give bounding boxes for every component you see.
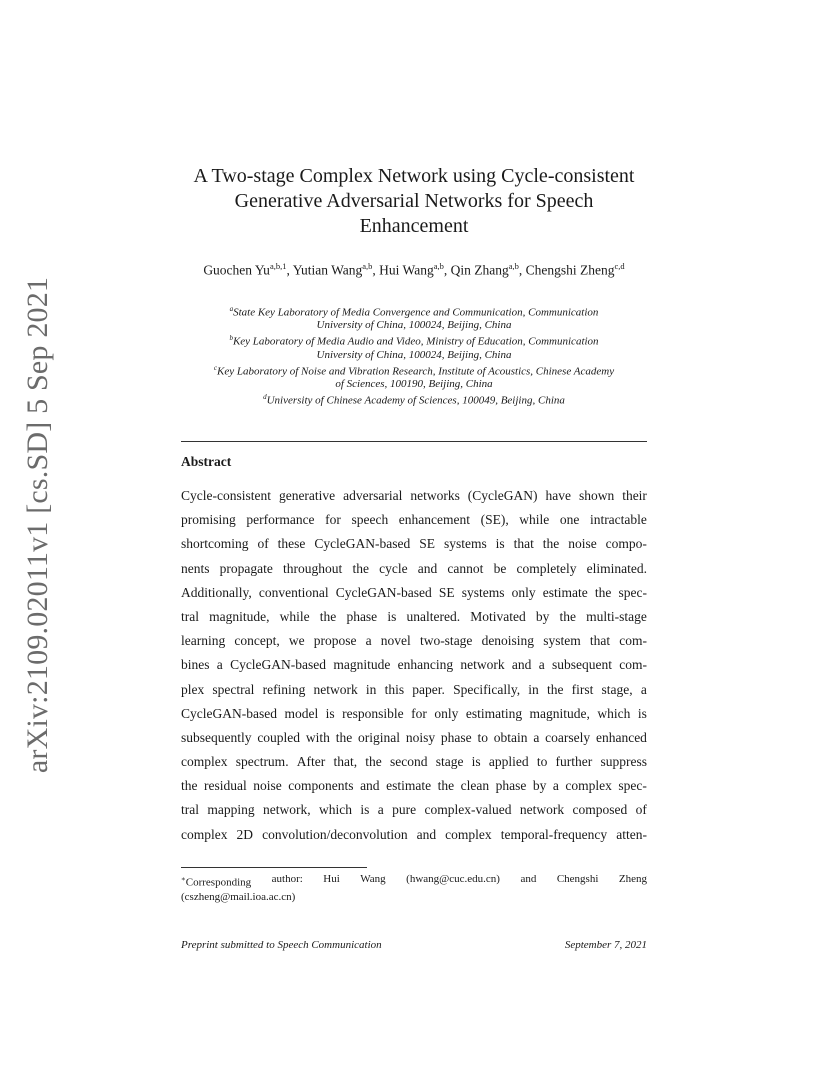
author-affiliation-mark: a,b,1 bbox=[269, 261, 287, 271]
abstract-word: that bbox=[589, 633, 611, 649]
abstract-word: a bbox=[365, 633, 372, 649]
abstract-line bbox=[181, 508, 647, 532]
abstract-word: the bbox=[319, 608, 337, 624]
affiliation-mark: c bbox=[213, 363, 218, 372]
abstract-word: eliminated. bbox=[586, 560, 647, 576]
abstract-line bbox=[181, 750, 647, 774]
abstract-line bbox=[181, 557, 647, 581]
affiliation-mark: d bbox=[263, 392, 267, 401]
footnote-word: Wang bbox=[360, 873, 386, 885]
abstract-word: subsequently bbox=[181, 729, 252, 745]
abstract-line bbox=[181, 484, 647, 508]
abstract-word: and bbox=[417, 560, 438, 576]
abstract-word: spec- bbox=[618, 778, 647, 794]
abstract-line bbox=[181, 774, 647, 798]
abstract-word: the bbox=[594, 584, 612, 600]
footnote-word: and bbox=[520, 873, 537, 885]
abstract-word: a bbox=[377, 802, 384, 818]
abstract-word: the bbox=[542, 536, 560, 552]
abstract-word: mapping bbox=[207, 802, 255, 818]
abstract-word: the bbox=[335, 729, 353, 745]
abstract-word: is bbox=[360, 802, 370, 818]
footnote-mark: ∗ bbox=[181, 875, 186, 883]
abstract-word: nents bbox=[181, 560, 210, 576]
abstract-word: Specifically, bbox=[453, 681, 521, 697]
abstract-word: CycleGAN-based bbox=[181, 705, 277, 721]
affiliation-c bbox=[178, 362, 650, 378]
footnote-word: Zheng bbox=[618, 873, 647, 885]
abstract-word: network, bbox=[263, 802, 311, 818]
author-affiliation-mark: a,b bbox=[508, 261, 519, 271]
abstract-word: compo- bbox=[605, 536, 647, 552]
footnote-word: Chengshi bbox=[556, 873, 599, 885]
abstract-word: coarsely bbox=[545, 729, 591, 745]
abstract-word: enhancement bbox=[398, 512, 470, 528]
abstract-word: atten- bbox=[616, 826, 647, 842]
affiliation-text: Key Laboratory of Media Audio and Video, Ministry of Education, Communication bbox=[232, 335, 599, 348]
abstract-word: concept, bbox=[234, 633, 280, 649]
abstract-word: systems bbox=[443, 536, 487, 552]
author-name: Hui Wang bbox=[379, 262, 434, 278]
abstract-line bbox=[181, 532, 647, 556]
page-footer bbox=[181, 939, 647, 951]
abstract-word: this bbox=[384, 681, 405, 697]
abstract-word: in bbox=[528, 681, 539, 697]
abstract-word: (CycleGAN) bbox=[467, 488, 538, 503]
abstract-word: enhanced bbox=[595, 729, 647, 745]
abstract-word: paper. bbox=[412, 681, 445, 697]
abstract-word: subsequent bbox=[551, 657, 612, 673]
abstract-word: magnitude, bbox=[209, 608, 270, 624]
abstract-word: composed bbox=[572, 802, 628, 818]
abstract-line bbox=[181, 823, 647, 847]
abstract-word: magnitude, bbox=[529, 705, 590, 721]
abstract-word: is bbox=[637, 705, 647, 721]
abstract-word: adversarial bbox=[343, 488, 403, 503]
affiliation-text: Key Laboratory of Noise and Vibration Research, Institute of Acoustics, Chinese Academy bbox=[217, 365, 615, 378]
abstract-word: propose bbox=[313, 633, 357, 649]
abstract-word: these bbox=[277, 536, 306, 552]
abstract-word: a bbox=[640, 681, 647, 697]
footnote bbox=[181, 872, 647, 904]
abstract-word: tral bbox=[181, 802, 199, 818]
paper-title bbox=[150, 164, 678, 239]
abstract-word: shortcoming bbox=[181, 536, 249, 552]
title-line: Generative Adversarial Networks for Speech bbox=[234, 190, 594, 212]
abstract-word: bines bbox=[181, 657, 210, 673]
abstract-word: noisy bbox=[405, 729, 436, 745]
abstract-word: plex bbox=[181, 681, 205, 697]
abstract-word: propagate bbox=[219, 560, 273, 576]
abstract-word: two-stage bbox=[419, 633, 473, 649]
abstract-word: cycle bbox=[379, 560, 408, 576]
abstract-word: shown bbox=[578, 488, 615, 503]
abstract-word: complex bbox=[181, 754, 228, 770]
abstract-word: further bbox=[555, 754, 593, 770]
abstract-word: complex bbox=[181, 826, 228, 842]
author-list bbox=[180, 257, 648, 280]
footnote-word: Hui bbox=[323, 873, 340, 885]
affiliation-list bbox=[178, 303, 650, 407]
abstract-word: magnitude bbox=[333, 657, 391, 673]
abstract-word: components bbox=[288, 778, 354, 794]
abstract-word: completely bbox=[516, 560, 577, 576]
abstract-word: network bbox=[313, 681, 358, 697]
title-line: A Two-stage Complex Network using Cycle-consistent bbox=[193, 165, 635, 187]
abstract-word: phase bbox=[346, 608, 378, 624]
abstract-word: SE bbox=[419, 536, 435, 552]
abstract-word: which bbox=[597, 705, 631, 721]
abstract-word: cannot bbox=[447, 560, 484, 576]
affiliation-text: University of Chinese Academy of Sciences, 100049, Beijing, China bbox=[266, 394, 565, 407]
abstract-word: SE bbox=[438, 584, 455, 600]
abstract-word: spectrum. bbox=[235, 754, 289, 770]
abstract-word: residual bbox=[204, 778, 247, 794]
abstract-word: by bbox=[535, 608, 550, 624]
footnote-line bbox=[181, 872, 647, 890]
abstract-word: complex bbox=[445, 826, 492, 842]
abstract-word: Additionally, bbox=[181, 584, 252, 600]
abstract-word: the bbox=[559, 608, 577, 624]
abstract-word: by bbox=[532, 778, 547, 794]
abstract-word: only bbox=[434, 705, 459, 721]
abstract-line bbox=[181, 605, 647, 629]
abstract-word: complex-valued bbox=[424, 802, 512, 818]
abstract-word: responsible bbox=[342, 705, 404, 721]
abstract-body bbox=[181, 484, 647, 847]
abstract-word: intractable bbox=[589, 512, 647, 528]
footnote-divider bbox=[181, 867, 367, 868]
abstract-word: and bbox=[511, 657, 532, 673]
abstract-word: spec- bbox=[618, 584, 647, 600]
abstract-word: we bbox=[288, 633, 305, 649]
abstract-word: and bbox=[360, 778, 380, 794]
abstract-word: the bbox=[437, 778, 455, 794]
abstract-word: be bbox=[493, 560, 507, 576]
affiliation-text: State Key Laboratory of Media Convergence and Communication, Communication bbox=[233, 306, 599, 319]
abstract-word: Motivated bbox=[470, 608, 526, 624]
abstract-word: com- bbox=[619, 633, 647, 649]
abstract-word: have bbox=[545, 488, 571, 503]
abstract-word: model bbox=[284, 705, 319, 721]
abstract-word: spectral bbox=[212, 681, 255, 697]
author-separator: , bbox=[518, 262, 526, 278]
abstract-word: learning bbox=[181, 633, 226, 649]
abstract-word: promising bbox=[181, 512, 236, 528]
abstract-word: phase bbox=[495, 778, 527, 794]
abstract-word: CycleGAN-based bbox=[314, 536, 411, 552]
abstract-word: 2D bbox=[236, 826, 254, 842]
abstract-word: After bbox=[296, 754, 326, 770]
abstract-word: speech bbox=[351, 512, 389, 528]
arxiv-id-text: arXiv:2109.02011v1 [cs.SD] 5 Sep 2021 bbox=[21, 276, 54, 774]
abstract-word: while bbox=[279, 608, 310, 624]
affiliation-a bbox=[178, 303, 650, 319]
abstract-word: and bbox=[416, 826, 437, 842]
abstract-word: unaltered. bbox=[406, 608, 461, 624]
abstract-word: Cycle-consistent bbox=[181, 488, 271, 503]
affiliation-b bbox=[178, 332, 650, 348]
author-affiliation-mark: a,b bbox=[362, 261, 373, 271]
abstract-word: networks bbox=[410, 488, 460, 503]
abstract-word: estimate bbox=[542, 584, 588, 600]
abstract-word: conventional bbox=[258, 584, 329, 600]
abstract-word: in bbox=[365, 681, 377, 697]
abstract-line bbox=[181, 702, 647, 726]
abstract-word: a bbox=[538, 657, 545, 673]
abstract-word: novel bbox=[380, 633, 411, 649]
abstract-word: a bbox=[533, 729, 540, 745]
affiliation-c-cont: of Sciences, 100190, Beijing, China bbox=[335, 377, 493, 390]
affiliation-a-cont: University of China, 100024, Beijing, China bbox=[316, 319, 512, 332]
abstract-word: multi-stage bbox=[586, 608, 647, 624]
abstract-word: generative bbox=[278, 488, 336, 503]
abstract-word: the bbox=[365, 754, 382, 770]
author-affiliation-mark: a,b bbox=[433, 261, 444, 271]
abstract-word: the bbox=[546, 681, 564, 697]
abstract-word: systems bbox=[461, 584, 505, 600]
abstract-word: (SE), bbox=[480, 512, 509, 528]
abstract-word: CycleGAN-based bbox=[335, 584, 432, 600]
abstract-word: the bbox=[352, 560, 369, 576]
abstract-word: for bbox=[411, 705, 427, 721]
abstract-word: that bbox=[513, 536, 534, 552]
abstract-word: applied bbox=[488, 754, 529, 770]
abstract-word: clean bbox=[460, 778, 490, 794]
abstract-word: stage, bbox=[601, 681, 633, 697]
abstract-word: which bbox=[319, 802, 352, 818]
abstract-word: tral bbox=[181, 608, 199, 624]
abstract-heading: Abstract bbox=[181, 454, 232, 469]
abstract-word: throughout bbox=[283, 560, 343, 576]
footnote-word: author: bbox=[271, 873, 303, 885]
affiliation-mark: a bbox=[229, 305, 234, 313]
abstract-line bbox=[181, 678, 647, 702]
abstract-word: of bbox=[257, 536, 269, 552]
abstract-word: for bbox=[325, 512, 341, 528]
abstract-word: one bbox=[559, 512, 580, 528]
abstract-word: the bbox=[181, 778, 198, 794]
author-name: Qin Zhang bbox=[450, 262, 509, 278]
abstract-word: CycleGAN-based bbox=[230, 657, 327, 673]
abstract-word: a bbox=[552, 778, 559, 794]
preprint-note: Preprint submitted to Speech Communication bbox=[181, 939, 382, 951]
abstract-word: refining bbox=[262, 681, 306, 697]
abstract-word: only bbox=[511, 584, 536, 600]
author-separator: , bbox=[286, 262, 293, 278]
abstract-word: a bbox=[216, 657, 223, 673]
abstract-word: is bbox=[471, 754, 481, 770]
footnote-line: (cszheng@mail.ioa.ac.cn) bbox=[181, 890, 296, 903]
author-name: Guochen Yu bbox=[203, 262, 270, 278]
abstract-word: system bbox=[543, 633, 581, 649]
abstract-word: noise bbox=[568, 536, 597, 552]
abstract-word: is bbox=[387, 608, 397, 624]
author-name: Yutian Wang bbox=[292, 262, 363, 278]
abstract-line bbox=[181, 581, 647, 605]
abstract-word: estimating bbox=[465, 705, 523, 721]
abstract-word: denoising bbox=[481, 633, 535, 649]
abstract-word: stage bbox=[435, 754, 464, 770]
abstract-word: their bbox=[622, 488, 647, 503]
abstract-line bbox=[181, 798, 647, 822]
abstract-word: phase bbox=[440, 729, 472, 745]
footnote-word-text: Corresponding bbox=[185, 876, 252, 889]
abstract-word: to bbox=[477, 729, 488, 745]
affiliation-mark: b bbox=[229, 334, 233, 343]
footer-date: September 7, 2021 bbox=[564, 939, 647, 951]
abstract-word: is bbox=[495, 536, 505, 552]
author-separator: , bbox=[372, 262, 380, 278]
abstract-word: original bbox=[358, 729, 401, 745]
abstract-word: enhancing bbox=[397, 657, 454, 673]
abstract-word: complex bbox=[565, 778, 612, 794]
affiliation-b-cont: University of China, 100024, Beijing, China bbox=[316, 348, 512, 361]
abstract-word: network bbox=[460, 657, 505, 673]
abstract-word: while bbox=[519, 512, 550, 528]
abstract-word: coupled bbox=[257, 729, 301, 745]
abstract-word: performance bbox=[246, 512, 315, 528]
title-line: Enhancement bbox=[359, 215, 469, 237]
abstract-line bbox=[181, 629, 647, 653]
abstract-word: with bbox=[305, 729, 330, 745]
abstract-word: suppress bbox=[600, 754, 647, 770]
affiliation-d bbox=[178, 391, 650, 407]
abstract-word: network bbox=[519, 802, 565, 818]
abstract-word: temporal-frequency bbox=[500, 826, 608, 842]
abstract-line bbox=[181, 726, 647, 750]
abstract-word: first bbox=[571, 681, 594, 697]
abstract-word: com- bbox=[619, 657, 647, 673]
section-divider bbox=[181, 441, 647, 442]
footnote-word bbox=[181, 872, 251, 890]
author-affiliation-mark: c,d bbox=[614, 261, 625, 271]
author-name: Chengshi Zheng bbox=[525, 262, 615, 278]
footnote-word: (hwang@cuc.edu.cn) bbox=[406, 873, 500, 885]
abstract-word: that, bbox=[333, 754, 358, 770]
abstract-word: second bbox=[390, 754, 428, 770]
abstract-word: pure bbox=[392, 802, 417, 818]
author-separator: , bbox=[443, 262, 451, 278]
abstract-word: of bbox=[635, 802, 647, 818]
abstract-word: obtain bbox=[493, 729, 528, 745]
abstract-line bbox=[181, 653, 647, 677]
abstract-word: is bbox=[325, 705, 335, 721]
abstract-word: estimate bbox=[386, 778, 432, 794]
abstract-word: noise bbox=[253, 778, 282, 794]
abstract-word: to bbox=[536, 754, 548, 770]
abstract-word: convolution/deconvolution bbox=[262, 826, 408, 842]
